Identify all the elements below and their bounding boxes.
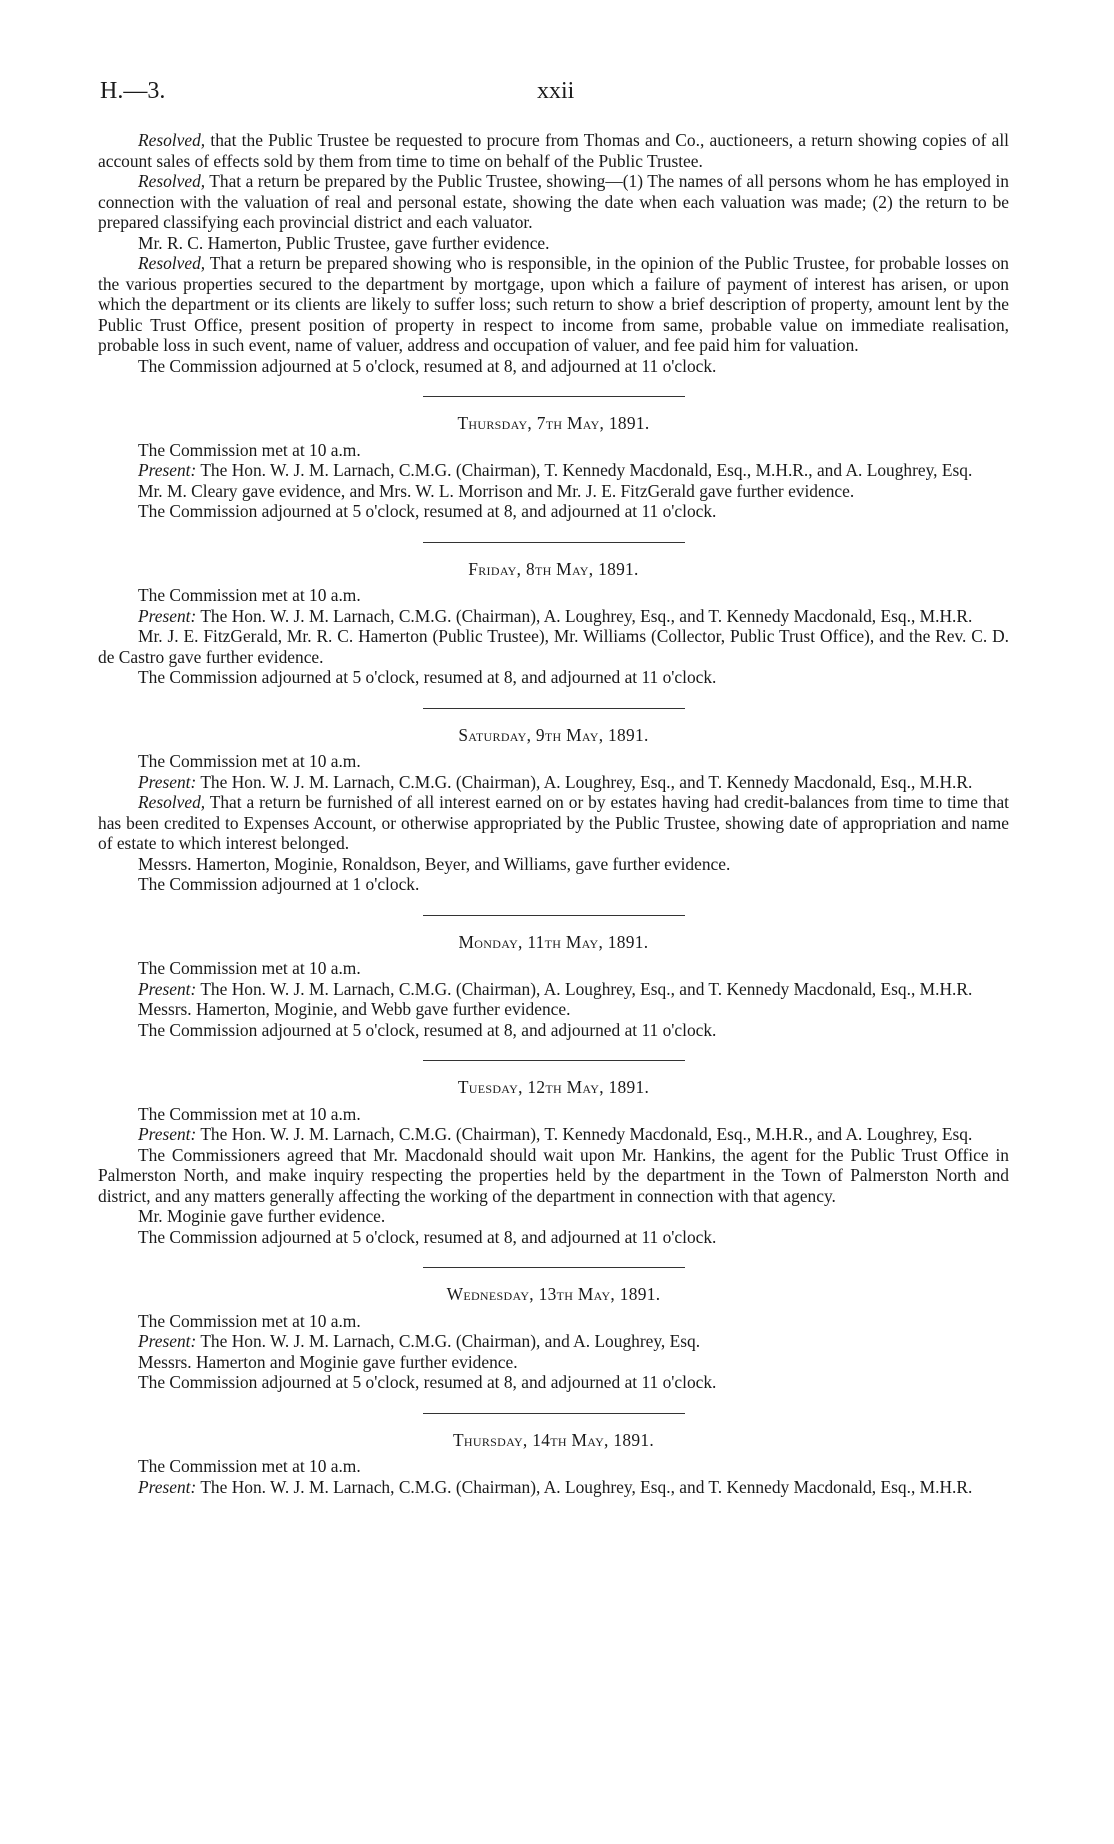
paragraph <box>98 999 1009 1020</box>
paragraph-lead: Present: <box>138 771 197 792</box>
paragraph-text: The Commission met at 10 a.m. <box>138 585 361 605</box>
day-section <box>98 396 1009 522</box>
paragraph-lead: Present: <box>138 1331 197 1351</box>
paragraph <box>98 1352 1009 1373</box>
session-date-heading: Saturday, 9th May, 1891. <box>458 724 649 745</box>
paragraph <box>98 1311 1009 1332</box>
paragraph <box>98 481 1009 502</box>
paragraph-text: The Hon. W. J. M. Larnach, C.M.G. (Chairman), A. Loughrey, Esq., and T. Kennedy Macdonald, Esq., M.H.R. <box>196 978 973 999</box>
paragraph <box>98 792 1009 854</box>
paragraph-text: The Commission adjourned at 5 o'clock, resumed at 8, and adjourned at 11 o'clock. <box>138 1019 717 1040</box>
paragraph-text: Messrs. Hamerton and Moginie gave further evidence. <box>138 1351 518 1372</box>
paragraph <box>98 440 1009 461</box>
section-divider <box>423 708 685 709</box>
paragraph <box>98 253 1009 356</box>
sections-block <box>98 396 1009 1497</box>
paragraph-text: The Hon. W. J. M. Larnach, C.M.G. (Chairman), T. Kennedy Macdonald, Esq., M.H.R., and A. Loughrey, Esq. <box>196 460 973 480</box>
paragraph-text: The Commission met at 10 a.m. <box>138 439 361 460</box>
paragraph-text: Messrs. Hamerton, Moginie, Ronaldson, Beyer, and Williams, gave further evidence. <box>138 853 731 874</box>
paragraph-lead: Present: <box>138 1124 197 1144</box>
paragraph <box>98 1124 1009 1145</box>
paragraph-text: The Commission met at 10 a.m. <box>138 958 361 978</box>
paragraph-lead: Resolved, <box>138 792 206 812</box>
paragraph-text: that the Public Trustee be requested to procure from Thomas and Co., auctioneers, a return showing copies of all account sales of effects sold by them from time to time on behalf of the Public Trustee. <box>98 130 1009 171</box>
paragraph <box>98 1206 1009 1227</box>
session-date-heading: Tuesday, 12th May, 1891. <box>457 1077 650 1097</box>
day-section <box>98 708 1009 895</box>
session-date-heading: Friday, 8th May, 1891. <box>468 558 639 579</box>
paragraph-text: The Commission met at 10 a.m. <box>138 1456 361 1476</box>
day-section <box>98 1060 1009 1247</box>
paragraph-text: Mr. J. E. FitzGerald, Mr. R. C. Hamerton (Public Trustee), Mr. Williams (Collector, Public Trust Office), and the Rev. C. D. de Castro gave further evidence. <box>98 626 1009 667</box>
paragraph-lead: Resolved, <box>138 253 206 273</box>
paragraph-text: Messrs. Hamerton, Moginie, and Webb gave further evidence. <box>138 999 571 1019</box>
paragraph <box>98 751 1009 772</box>
section-divider <box>423 1060 685 1061</box>
paragraph-text: The Commission met at 10 a.m. <box>138 1103 361 1124</box>
paragraph-text: The Commission adjourned at 1 o'clock. <box>138 874 420 894</box>
paragraph <box>98 854 1009 875</box>
paragraph-text: The Hon. W. J. M. Larnach, C.M.G. (Chairman), and A. Loughrey, Esq. <box>196 1331 701 1351</box>
paragraph-lead: Resolved, <box>138 130 206 150</box>
paragraph-text: The Hon. W. J. M. Larnach, C.M.G. (Chairman), A. Loughrey, Esq., and T. Kennedy Macdonald, Esq., M.H.R. <box>196 605 973 626</box>
paragraph <box>98 233 1009 254</box>
document-body <box>98 130 1009 1497</box>
paragraph <box>98 171 1009 233</box>
paragraph-text: The Hon. W. J. M. Larnach, C.M.G. (Chairman), A. Loughrey, Esq., and T. Kennedy Macdonald, Esq., M.H.R. <box>196 1476 973 1497</box>
section-divider <box>423 1413 685 1414</box>
paragraph-lead: Present: <box>138 605 197 626</box>
paragraph <box>98 501 1009 522</box>
paragraph <box>98 585 1009 606</box>
paragraph-text: The Commission adjourned at 5 o'clock, resumed at 8, and adjourned at 11 o'clock. <box>138 355 717 376</box>
intro-block <box>98 130 1009 376</box>
paragraph-text: Mr. R. C. Hamerton, Public Trustee, gave further evidence. <box>138 232 550 253</box>
session-date-heading: Thursday, 14th May, 1891. <box>453 1429 654 1450</box>
paragraph-text: The Hon. W. J. M. Larnach, C.M.G. (Chairman), T. Kennedy Macdonald, Esq., M.H.R., and A. Loughrey, Esq. <box>196 1124 973 1144</box>
paragraph <box>98 979 1009 1000</box>
paragraph-text: That a return be furnished of all interest earned on or by estates having had credit-balances from time to time that has been credited to Expenses Account, or otherwise appropriated by the Public Trustee, showing date of appropriation and name of estate to which interest belonged. <box>98 792 1009 853</box>
paragraph <box>98 1227 1009 1248</box>
paragraph-text: The Commissioners agreed that Mr. Macdonald should wait upon Mr. Hankins, the agent for the Public Trust Office in Palmerston North, and make inquiry respecting the properties held by the department in the Town of Palmerston North and district, and any matters generally affecting the working of the department in connection with that agency. <box>98 1144 1009 1206</box>
paragraph-text: The Commission adjourned at 5 o'clock, resumed at 8, and adjourned at 11 o'clock. <box>138 1372 717 1392</box>
paragraph-text: The Commission adjourned at 5 o'clock, resumed at 8, and adjourned at 11 o'clock. <box>138 501 717 521</box>
paragraph-text: Mr. Moginie gave further evidence. <box>138 1206 386 1226</box>
paragraph <box>98 958 1009 979</box>
paragraph-text: The Commission met at 10 a.m. <box>138 1310 361 1331</box>
section-divider <box>423 396 685 397</box>
paragraph <box>98 1456 1009 1477</box>
paragraph-text: The Commission met at 10 a.m. <box>138 751 361 771</box>
page-number: xxii <box>537 78 575 104</box>
paragraph <box>98 606 1009 627</box>
day-section <box>98 1267 1009 1393</box>
section-divider <box>423 1267 685 1268</box>
paragraph <box>98 1477 1009 1498</box>
paragraph-lead: Resolved, <box>138 171 206 191</box>
paragraph <box>98 130 1009 171</box>
section-divider <box>423 542 685 543</box>
paragraph-text: The Hon. W. J. M. Larnach, C.M.G. (Chairman), A. Loughrey, Esq., and T. Kennedy Macdonald, Esq., M.H.R. <box>196 771 973 792</box>
paragraph <box>98 356 1009 377</box>
paragraph-text: The Commission adjourned at 5 o'clock, resumed at 8, and adjourned at 11 o'clock. <box>138 1226 717 1247</box>
paragraph-text: The Commission adjourned at 5 o'clock, resumed at 8, and adjourned at 11 o'clock. <box>138 667 717 687</box>
paragraph <box>98 667 1009 688</box>
paragraph-lead: Present: <box>138 1476 197 1497</box>
paragraph <box>98 772 1009 793</box>
paragraph <box>98 460 1009 481</box>
section-divider <box>423 915 685 916</box>
paragraph <box>98 1372 1009 1393</box>
session-date-heading: Thursday, 7th May, 1891. <box>457 413 650 433</box>
paragraph-text: That a return be prepared by the Public Trustee, showing—(1) The names of all persons whom he has employed in connection with the valuation of real and personal estate, showing the date when each valuation was made; (2) the return to be prepared classifying each provincial district and each valuator. <box>98 171 1009 232</box>
day-section <box>98 1413 1009 1498</box>
session-date-heading: Monday, 11th May, 1891. <box>458 931 649 952</box>
paragraph-lead: Present: <box>138 460 197 480</box>
parliamentary-paper-code: H.—3. <box>100 78 166 104</box>
day-section <box>98 915 1009 1041</box>
paragraph <box>98 1331 1009 1352</box>
paragraph-lead: Present: <box>138 978 197 999</box>
paragraph-text: Mr. M. Cleary gave evidence, and Mrs. W. L. Morrison and Mr. J. E. FitzGerald gave further evidence. <box>138 480 855 501</box>
paragraph <box>98 626 1009 667</box>
session-date-heading: Wednesday, 13th May, 1891. <box>446 1284 661 1304</box>
paragraph <box>98 1020 1009 1041</box>
paragraph <box>98 1104 1009 1125</box>
day-section <box>98 542 1009 688</box>
paragraph-text: That a return be prepared showing who is responsible, in the opinion of the Public Trustee, for probable losses on the various properties secured to the department by mortgage, upon which a failure of payment of interest has arisen, or upon which the department or its clients are likely to suffer loss; such return to show a brief description of property, amount lent by the Public Trust Office, present position of property in respect to income from same, probable value on immediate realisation, probable loss in such event, name of valuer, address and occupation of valuer, and fee paid him for valuation. <box>98 253 1009 355</box>
paragraph <box>98 874 1009 895</box>
paragraph <box>98 1145 1009 1207</box>
